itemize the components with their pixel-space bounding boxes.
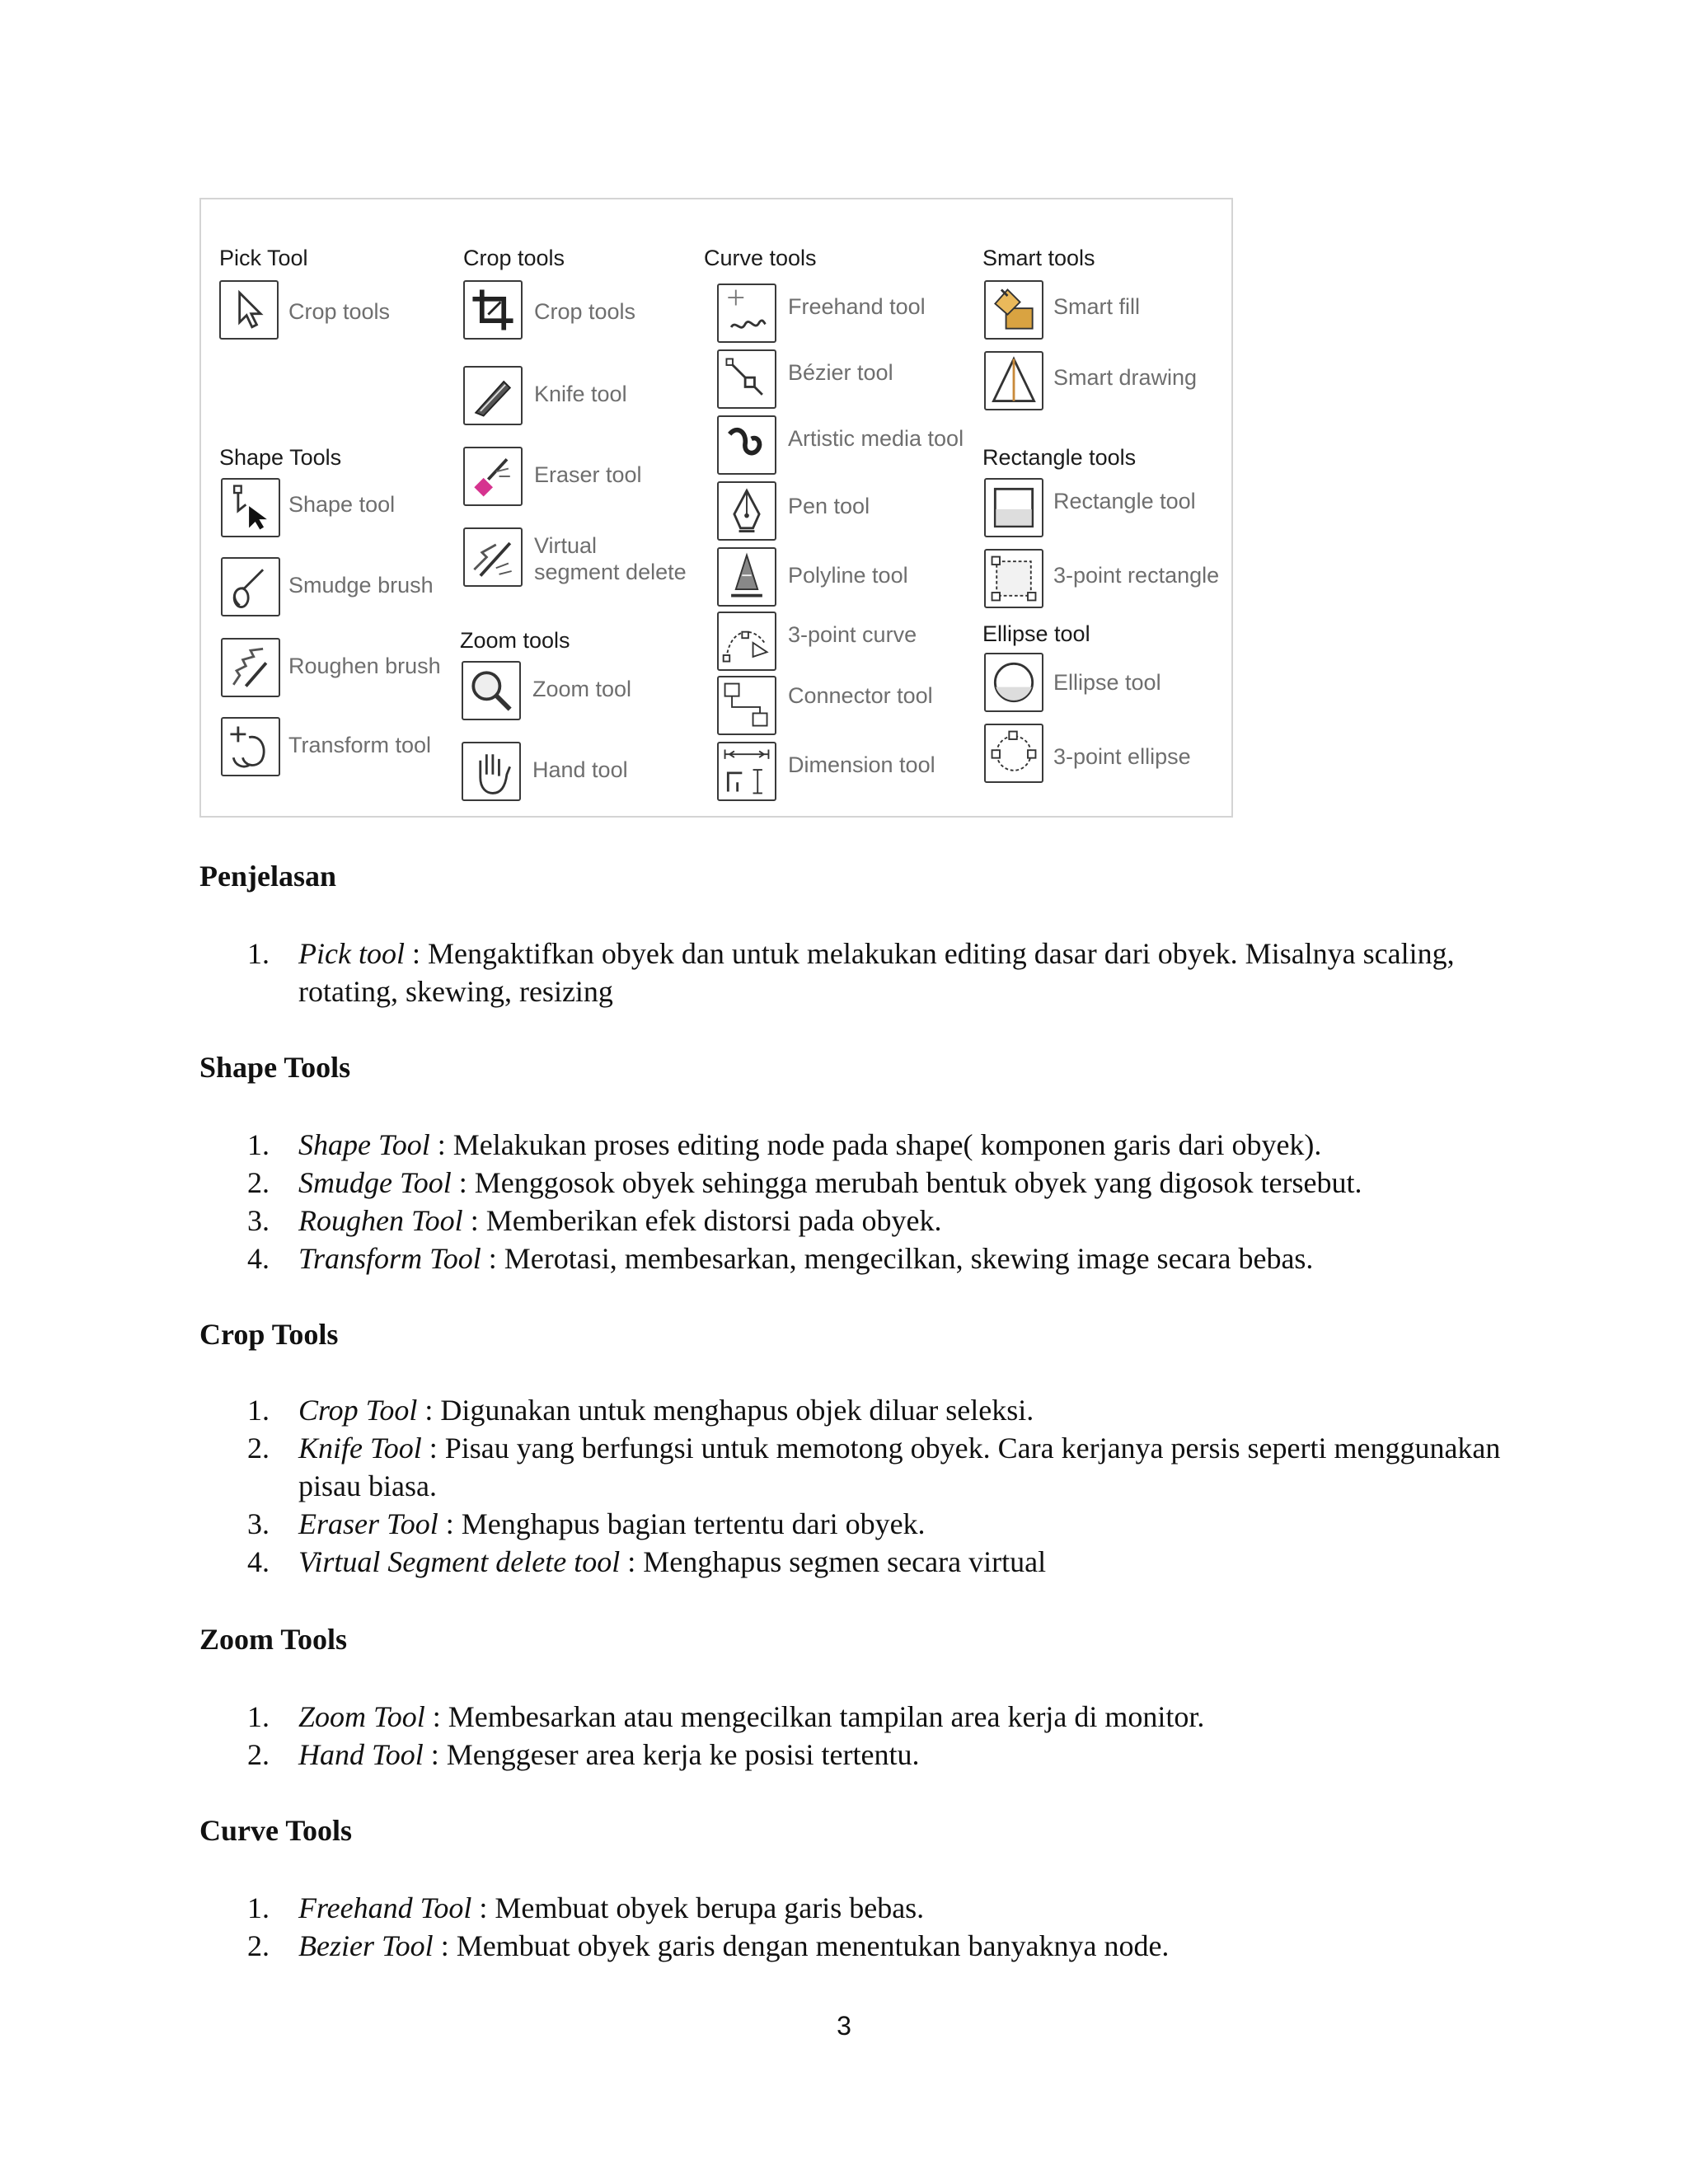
heading-crop-tools: Crop Tools [199,1318,339,1351]
pick-tool-icon [219,280,279,340]
smart-drawing-icon [984,351,1043,410]
tool-label-smart-fill: Smart fill [1053,294,1141,319]
shape-tool-icon [221,478,280,537]
three-point-curve-icon [717,612,776,671]
list-item: 1. Crop Tool : Digunakan untuk menghapus objek diluar seleksi. [247,1394,1034,1427]
bezier-tool-icon [717,349,776,409]
tool-label-eraser: Eraser tool [534,462,642,487]
list-item: 1. Zoom Tool : Membesarkan atau mengecilkan tampilan area kerja di monitor. [247,1700,1205,1733]
list-item: 2. Knife Tool : Pisau yang berfungsi untuk memotong obyek. Cara kerjanya persis seperti menggunakan pisau biasa. [247,1432,1501,1502]
tool-label-ellipse: Ellipse tool [1053,670,1161,695]
ellipse-tool-icon [984,653,1043,712]
tool-label-artistic: Artistic media tool [788,426,964,451]
list-penjelasan [247,935,1533,1010]
freehand-tool-icon [717,284,776,343]
tool-label-transform: Transform tool [288,733,432,757]
list-item: 1. Shape Tool : Melakukan proses editing node pada shape( komponen garis dari obyek). [247,1128,1322,1161]
list-crop-tools [247,1391,1533,1581]
three-point-ellipse-icon [984,724,1043,783]
list-item: 1. Freehand Tool : Membuat obyek berupa garis bebas. [247,1891,925,1924]
zoom-tool-icon [462,661,521,720]
connector-tool-icon [717,676,776,735]
tool-label-virtual-2: segment delete [534,560,687,584]
group-title-shape: Shape Tools [219,445,342,470]
smudge-brush-icon [221,557,280,616]
group-title-ellipse: Ellipse tool [982,621,1090,646]
tool-label-smudge: Smudge brush [288,573,434,598]
heading-curve-tools: Curve Tools [199,1814,353,1847]
tool-label-curve3: 3-point curve [788,622,917,647]
dimension-tool-icon [717,742,776,801]
list-item: 3. Eraser Tool : Menghapus bagian tertentu dari obyek. [247,1507,926,1540]
list-item: 2. Bezier Tool : Membuat obyek garis dengan menentukan banyaknya node. [247,1929,1170,1962]
list-curve-tools [247,1889,1533,1965]
list-item: 2. Hand Tool : Menggeser area kerja ke posisi tertentu. [247,1738,920,1771]
tool-label-roughen: Roughen brush [288,654,441,678]
tool-label-ellipse3: 3-point ellipse [1053,744,1191,769]
tool-label-crop: Crop tools [534,299,636,324]
page-number: 3 [837,2011,851,2041]
toolbox-figure [199,198,1233,818]
group-title-zoom: Zoom tools [460,628,570,653]
three-point-rectangle-icon [984,549,1043,608]
tool-label-zoom: Zoom tool [532,677,632,701]
list-item: 4. Transform Tool : Merotasi, membesarkan, mengecilkan, skewing image secara bebas. [247,1242,1314,1275]
tool-label-shape: Shape tool [288,492,396,517]
smart-fill-icon [984,280,1043,340]
tool-label-pick-crop: Crop tools [288,299,391,324]
virtual-segment-delete-icon [463,527,523,587]
tool-label-rect3: 3-point rectangle [1053,563,1220,588]
tool-label-polyline: Polyline tool [788,563,908,588]
group-title-pick: Pick Tool [219,246,308,270]
heading-penjelasan: Penjelasan [199,860,336,893]
list-item: 2. Smudge Tool : Menggosok obyek sehingga merubah bentuk obyek yang digosok tersebut. [247,1166,1362,1199]
list-item: 1. Pick tool : Mengaktifkan obyek dan untuk melakukan editing dasar dari obyek. Misalnya scaling, rotating, skewing, resizing [247,937,1455,1008]
group-title-curve: Curve tools [704,246,817,270]
group-title-smart: Smart tools [982,246,1095,270]
tool-label-knife: Knife tool [534,382,627,406]
tool-label-dimension: Dimension tool [788,752,935,777]
rectangle-tool-icon [984,478,1043,537]
artistic-media-tool-icon [717,415,776,475]
eraser-tool-icon [463,447,523,506]
roughen-brush-icon [221,638,280,697]
tool-label-connector: Connector tool [788,683,933,708]
polyline-tool-icon [717,547,776,607]
tool-label-hand: Hand tool [532,757,628,782]
tool-label-bezier: Bézier tool [788,360,893,385]
tool-label-pen: Pen tool [788,494,870,518]
pen-tool-icon [717,481,776,541]
hand-tool-icon [462,742,521,801]
tool-label-freehand: Freehand tool [788,294,926,319]
group-title-crop: Crop tools [463,246,565,270]
tool-label-rectangle: Rectangle tool [1053,489,1196,513]
group-title-rectangle: Rectangle tools [982,445,1137,470]
tool-label-virtual-1: Virtual [534,533,598,558]
list-item: 4. Virtual Segment delete tool : Menghapus segmen secara virtual [247,1545,1047,1578]
heading-shape-tools: Shape Tools [199,1051,351,1084]
list-shape-tools [247,1126,1533,1277]
knife-tool-icon [463,366,523,425]
list-item: 3. Roughen Tool : Memberikan efek distorsi pada obyek. [247,1204,942,1237]
list-zoom-tools [247,1698,1533,1774]
transform-tool-icon [221,717,280,776]
tool-label-smart-drawing: Smart drawing [1053,365,1198,390]
heading-zoom-tools: Zoom Tools [199,1623,348,1656]
crop-tool-icon [463,280,523,340]
